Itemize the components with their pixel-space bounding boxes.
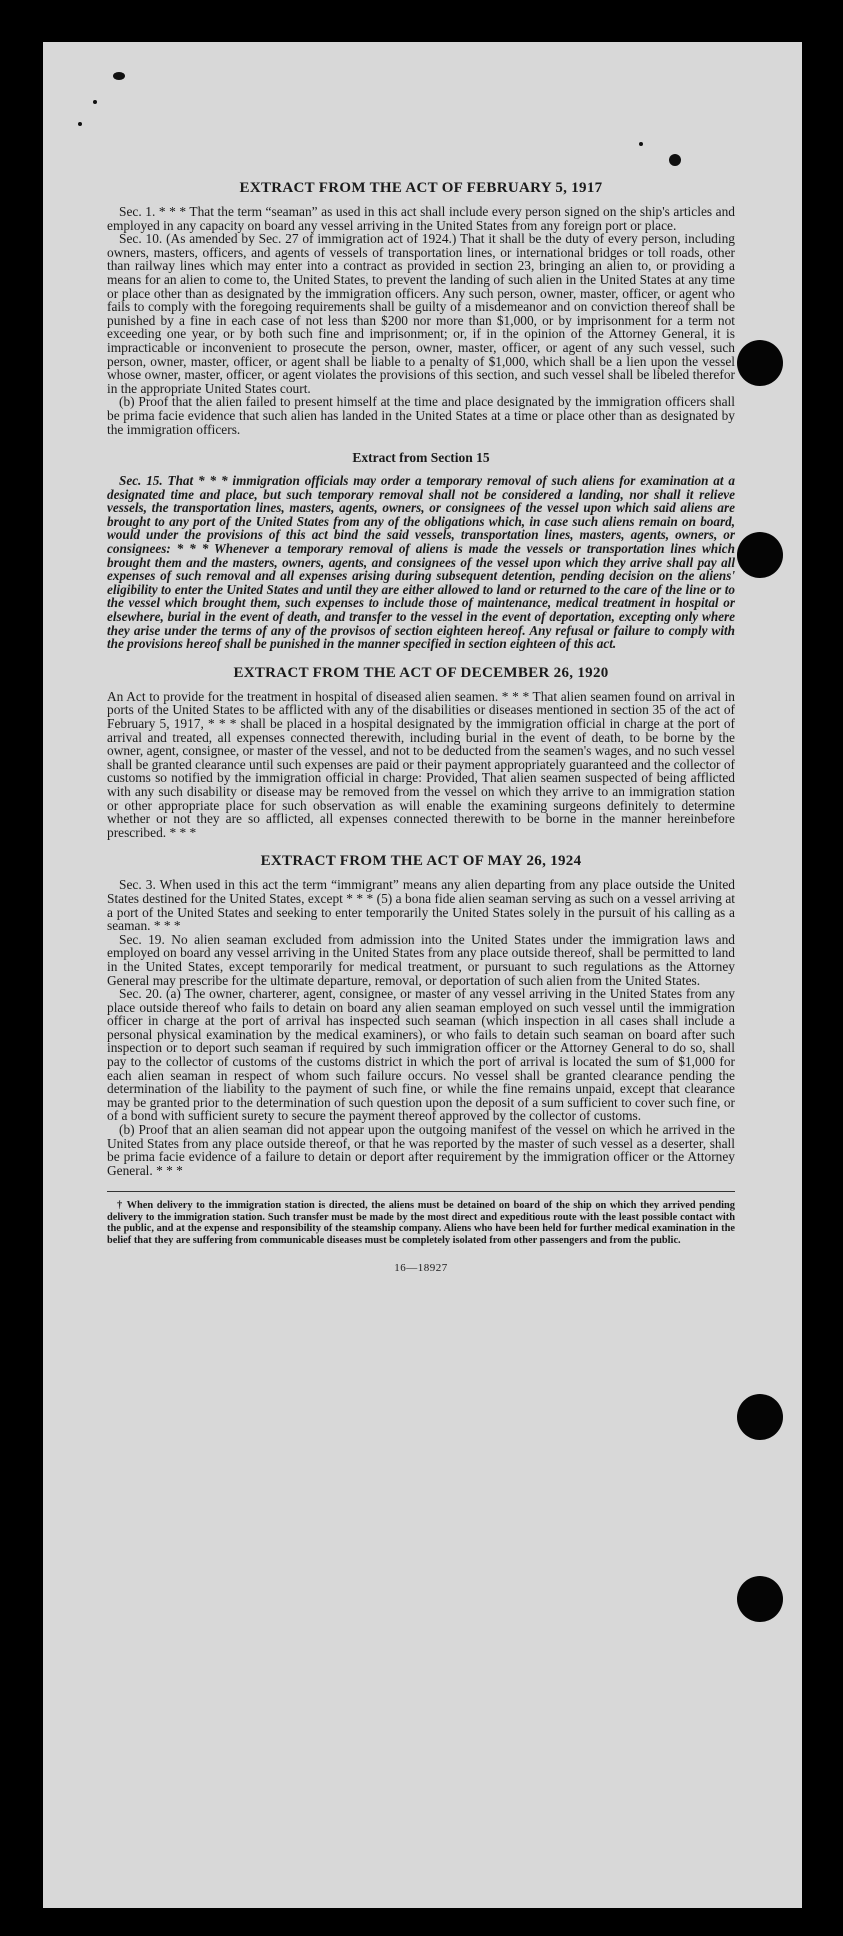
document-content bbox=[107, 180, 735, 1274]
paragraph-sec-10b: (b) Proof that the alien failed to present himself at the time and place designated by the immigration officers shall be prima facie evidence that such alien has landed in the United States at a time or place other than as designated by the immigration officers. bbox=[107, 394, 735, 437]
punch-hole bbox=[737, 1394, 783, 1440]
paragraph-sec-3: Sec. 3. When used in this act the term “immigrant” means any alien departing from any place outside the United States destined for the United States, except * * * (5) a bona fide alien seaman serving as such on a vessel arriving at a port of the United States and seeking to enter temporarily the United States solely in the pursuit of his calling as a seaman. * * * bbox=[107, 877, 735, 934]
ink-speck bbox=[93, 100, 97, 104]
paragraph-sec-15: Sec. 15. That * * * immigration officials may order a temporary removal of such aliens for examination at a designated time and place, but such temporary removal shall not be considered a landing, nor shall it relieve vessels, the transportation lines, masters, agents, owners, or consignees of the vessel upon which said aliens are brought to any port of the United States from any of the obligations which, in case such aliens remain on board, would under the provisions of this act bind the said vessels, transportation lines, masters, agents, owners, or consignees: * * * Whenever a temporary removal of aliens is made the vessels or transportation lines which brought them and the masters, owners, agents, and consignees of the vessel upon which they arrive shall pay all expenses of such removal and all expenses arising during subsequent detention, pending decision on the aliens' eligibility to enter the United States and until they are either allowed to land or returned to the care of the line or to the vessel which brought them, such expenses to include those of maintenance, medical treatment in hospital or elsewhere, burial in the event of death, and transfer to the vessel in the event of deportation, excepting only where they arise under the terms of any of the provisos of section eighteen hereof. Any refusal or failure to comply with the provisions hereof shall be punished in the manner specified in section eighteen of this act. bbox=[107, 473, 735, 652]
ink-speck bbox=[78, 122, 82, 126]
paragraph-sec-10: Sec. 10. (As amended by Sec. 27 of immigration act of 1924.) That it shall be the duty of every person, including owners, masters, officers, and agents of vessels of transportation lines, or international bridges or toll roads, other than railway lines which may enter into a contract as provided in section 23, bringing an alien to, or providing a means for an alien to come to, the United States, to prevent the landing of such alien in the United States at any time or place other than as designated by the immigration officers. Any such person, owner, master, officer, or agent who fails to comply with the foregoing requirements shall be guilty of a misdemeanor and on conviction thereof shall be punished by a fine in each case of not less than $200 nor more than $1,000, or by imprisonment for a term not exceeding one year, or by both such fine and imprisonment; or, if in the opinion of the Attorney General, it is impracticable or inconvenient to prosecute the person, owner, master, officer, or agent of any such vessel, such person, owner, master, officer, or agent shall be liable to a penalty of $1,000, which shall be a lien upon the vessel whose owner, master, officer, or agent violates the provisions of this section, and such vessel shall be libeled therefor in the appropriate United States court. bbox=[107, 231, 735, 396]
act-1917-section bbox=[107, 180, 735, 436]
footnote-divider bbox=[107, 1191, 735, 1192]
act-1920-section bbox=[107, 665, 735, 840]
paragraph-sec-1: Sec. 1. * * * That the term “seaman” as used in this act shall include every person signed on the ship's articles and employed in any capacity on board any vessel arriving in the United States from any foreign port or place. bbox=[107, 204, 735, 233]
act-1917-heading: EXTRACT FROM THE ACT OF FEBRUARY 5, 1917 bbox=[239, 180, 603, 196]
footnote bbox=[107, 1200, 735, 1246]
act-1924-heading: EXTRACT FROM THE ACT OF MAY 26, 1924 bbox=[260, 853, 582, 870]
section-15-heading: Extract from Section 15 bbox=[352, 450, 490, 466]
ink-speck bbox=[639, 142, 643, 146]
act-1924-section bbox=[107, 853, 735, 1177]
document-page bbox=[43, 42, 802, 1908]
page-number: 16—18927 bbox=[394, 1262, 448, 1275]
ink-speck bbox=[669, 154, 681, 166]
punch-hole bbox=[737, 340, 783, 386]
paragraph-sec-20b: (b) Proof that an alien seaman did not appear upon the outgoing manifest of the vessel on which he arrived in the United States from any place outside thereof, or that he was reported by the master of such vessel as a deserter, shall be prima facie evidence of a failure to detain or deport after requirement by the immigration officer or the Attorney General. * * * bbox=[107, 1122, 735, 1178]
paragraph-sec-20a: Sec. 20. (a) The owner, charterer, agent, consignee, or master of any vessel arriving in the United States from any place outside thereof who fails to detain on board any alien seaman employed on such vessel until the immigration officer in charge at the port of arrival has inspected such seaman (which inspection in all cases shall include a personal physical examination by the medical examiners), or who fails to detain such seaman on board after such inspection or to deport such seaman if required by such immigration officer or the Attorney General to do so, shall pay to the collector of customs of the customs district in which the port of arrival is located the sum of $1,000 for each alien seaman in respect of whom such failure occurs. No vessel shall be granted clearance pending the determination of the liability to the payment of such fine, or while the fine remains unpaid, except that clearance may be granted prior to the determination of such question upon the deposit of a sum sufficient to cover such fine, or of a bond with sufficient surety to secure the payment thereof approved by the collector of customs. bbox=[107, 986, 735, 1124]
ink-speck bbox=[113, 72, 125, 80]
paragraph-sec-19: Sec. 19. No alien seaman excluded from admission into the United States under the immigration laws and employed on board any vessel arriving in the United States from any place outside thereof, shall be permitted to land in the United States, except temporarily for medical treatment, or pursuant to such regulations as the Attorney General may prescribe for the ultimate departure, removal, or deportation of such alien from the United States. bbox=[107, 931, 735, 988]
paragraph-act-1920: An Act to provide for the treatment in hospital of diseased alien seamen. * * * That alien seamen found on arrival in ports of the United States to be afflicted with any of the disabilities or diseases mentioned in section 35 of the act of February 5, 1917, * * * shall be placed in a hospital designated by the immigration official in charge at the port of arrival and treated, all expenses connected therewith, including burial in the event of death, to be borne by the owner, agent, consignee, or master of the vessel, and not to be deducted from the seamen's wages, and no such vessel shall be granted clearance until such expenses are paid or their payment appropriately guaranteed and the collector of customs so notified by the immigration official in charge: Provided, That alien seamen suspected of being afflicted with any such disability or disease may be removed from the vessel on which they arrive to an immigration station or other appropriate place for such observation as will enable the examining surgeons definitely to determine whether or not they are so afflicted, all expenses connected therewith to be borne in the manner hereinbefore prescribed. * * * bbox=[107, 688, 735, 840]
act-1920-heading: EXTRACT FROM THE ACT OF DECEMBER 26, 1920 bbox=[233, 664, 609, 681]
section-15-extract bbox=[107, 450, 735, 651]
punch-hole bbox=[737, 1576, 783, 1622]
footnote-text: † When delivery to the immigration station is directed, the aliens must be detained on board of the ship on which they arrived pending delivery to the immigration station. Such transfer must be made by the most direct and expeditious route with the least possible contact with the public, and at the expense and responsibility of the steamship company. Aliens who have been held for further medical examination in the belief that they are suffering from communicable diseases must be completely isolated from other passengers and from the public. bbox=[107, 1200, 735, 1246]
punch-hole bbox=[737, 532, 783, 578]
